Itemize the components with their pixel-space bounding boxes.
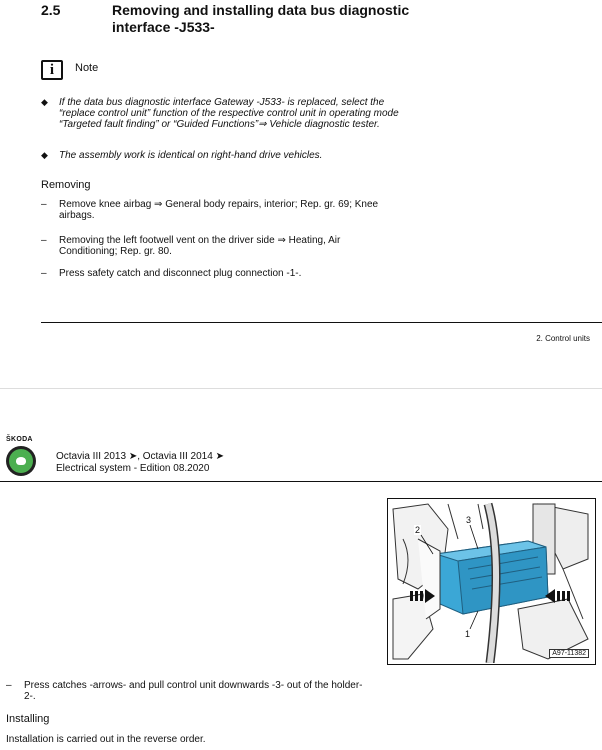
diamond-bullet-icon: ◆ — [41, 97, 48, 107]
callout-2: 2 — [415, 525, 421, 535]
installing-text: Installation is carried out in the reverse order. — [6, 734, 206, 745]
diamond-bullet-icon: ◆ — [41, 150, 48, 160]
figure-id: A97-11382 — [549, 649, 589, 658]
model-info — [56, 451, 224, 475]
edition-line: Electrical system - Edition 08.2020 — [56, 463, 210, 474]
control-unit-figure — [387, 498, 596, 665]
header-rule — [0, 481, 602, 482]
note-bullet-text: If the data bus diagnostic interface Gateway -J533- is replaced, select the “replace control unit” function of the respective control unit in operating mode “Targeted fault finding” or “Guided Functions”⇒ Vehicle diagnostic tester. — [59, 97, 399, 130]
step-item: – Remove knee airbag ⇒ General body repairs, interior; Rep. gr. 69; Knee airbags. — [41, 199, 401, 223]
page-separator — [0, 388, 602, 389]
step-text: Removing the left footwell vent on the driver side ⇒ Heating, Air Conditioning; Rep. gr. 80. — [59, 235, 341, 257]
installing-heading: Installing — [6, 713, 50, 725]
step-text: Press catches -arrows- and pull control unit downwards -3- out of the holder-2-. — [24, 680, 363, 702]
note-bullet — [41, 150, 396, 164]
step-item: – Press safety catch and disconnect plug connection -1-. — [41, 268, 401, 280]
step-text: Remove knee airbag ⇒ General body repairs, interior; Rep. gr. 69; Knee airbags. — [59, 199, 379, 221]
step-text: Press safety catch and disconnect plug connection -1-. — [59, 268, 302, 279]
section-title: Removing and installing data bus diagnostic interface -J533- — [112, 2, 410, 35]
note-bullet-text: The assembly work is identical on right-hand drive vehicles. — [59, 150, 323, 161]
control-unit-illustration — [388, 499, 594, 663]
section-number: 2.5 — [41, 2, 61, 18]
skoda-logo-icon — [6, 446, 36, 476]
step-item: – Press catches -arrows- and pull control unit downwards -3- out of the holder-2-. — [6, 680, 363, 702]
callout-3: 3 — [466, 515, 472, 525]
step-item: – Removing the left footwell vent on the driver side ⇒ Heating, Air Conditioning; Rep. gr. 80. — [41, 235, 401, 259]
chapter-footer: 2. Control units — [536, 334, 590, 343]
removing-heading: Removing — [41, 179, 91, 191]
callout-1: 1 — [465, 629, 471, 639]
note-bullet — [41, 97, 399, 145]
brand-name: ŠKODA — [6, 436, 33, 443]
footer-rule — [41, 322, 602, 323]
info-icon: i — [41, 60, 63, 80]
note-label: Note — [75, 62, 99, 74]
model-line: Octavia III 2013 ➤, Octavia III 2014 ➤ — [56, 451, 224, 462]
